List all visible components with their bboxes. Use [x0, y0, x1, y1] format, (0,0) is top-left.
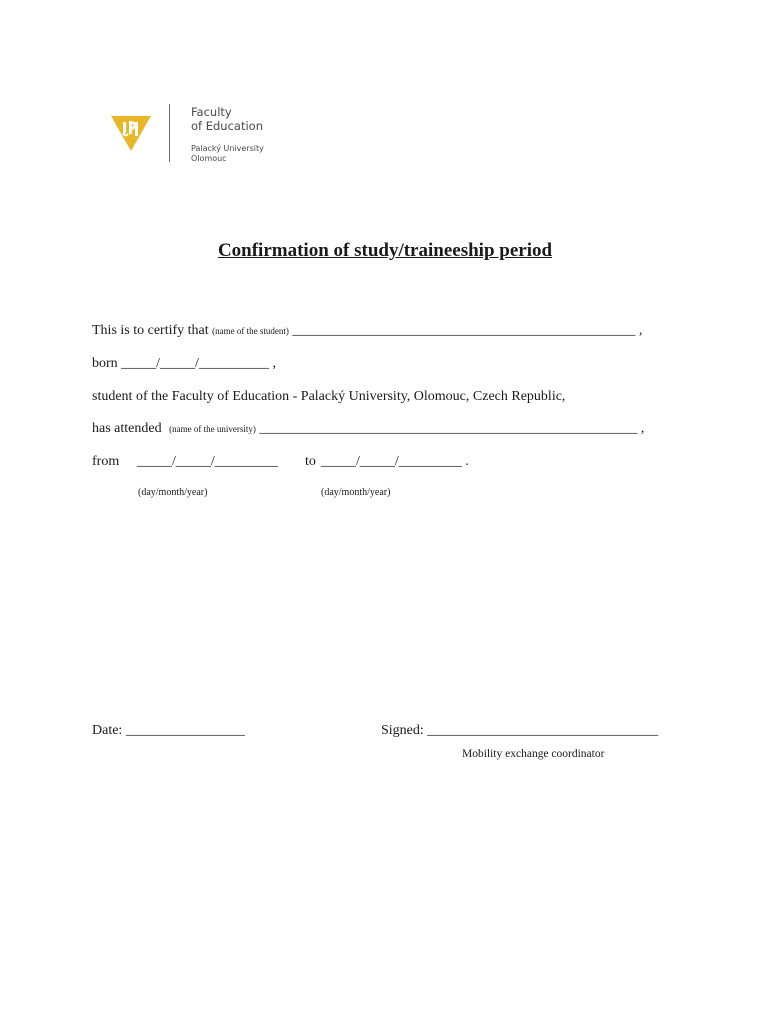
university-name-field[interactable]: ______________________________________________________ ,: [259, 421, 645, 436]
faculty-name-line1: Faculty: [191, 105, 232, 119]
logo-divider: [169, 104, 170, 162]
certify-line: [92, 323, 642, 339]
birthdate-field[interactable]: born _____/_____/__________ ,: [92, 356, 276, 371]
attended-line: [92, 421, 644, 437]
attended-prefix: has attended: [92, 421, 162, 436]
student-name-hint: (name of the student): [212, 326, 289, 336]
certify-prefix: This is to certify that: [92, 323, 209, 338]
signature-field[interactable]: Signed: _________________________________: [381, 723, 659, 738]
faculty-name-line2: of Education: [191, 119, 263, 133]
university-seal-icon: [110, 113, 152, 153]
university-name-hint: (name of the university): [169, 424, 256, 434]
coordinator-caption: Mobility exchange coordinator: [462, 748, 605, 760]
date-field[interactable]: Date: _________________: [92, 723, 245, 738]
document-title: Confirmation of study/traineeship period: [217, 240, 553, 261]
university-name-line1: Palacký University: [191, 144, 264, 153]
to-date-format-hint: (day/month/year): [321, 487, 391, 498]
to-label: to: [305, 454, 316, 469]
student-of-line: student of the Faculty of Education - Palacký University, Olomouc, Czech Republic,: [92, 389, 566, 404]
to-date-field[interactable]: _____/_____/_________ .: [321, 454, 469, 469]
from-label: from: [92, 454, 120, 469]
student-name-field[interactable]: _________________________________________________ ,: [292, 323, 643, 338]
from-date-field[interactable]: _____/_____/_________: [137, 454, 278, 469]
university-name-line2: Olomouc: [191, 154, 227, 163]
from-date-format-hint: (day/month/year): [138, 487, 208, 498]
